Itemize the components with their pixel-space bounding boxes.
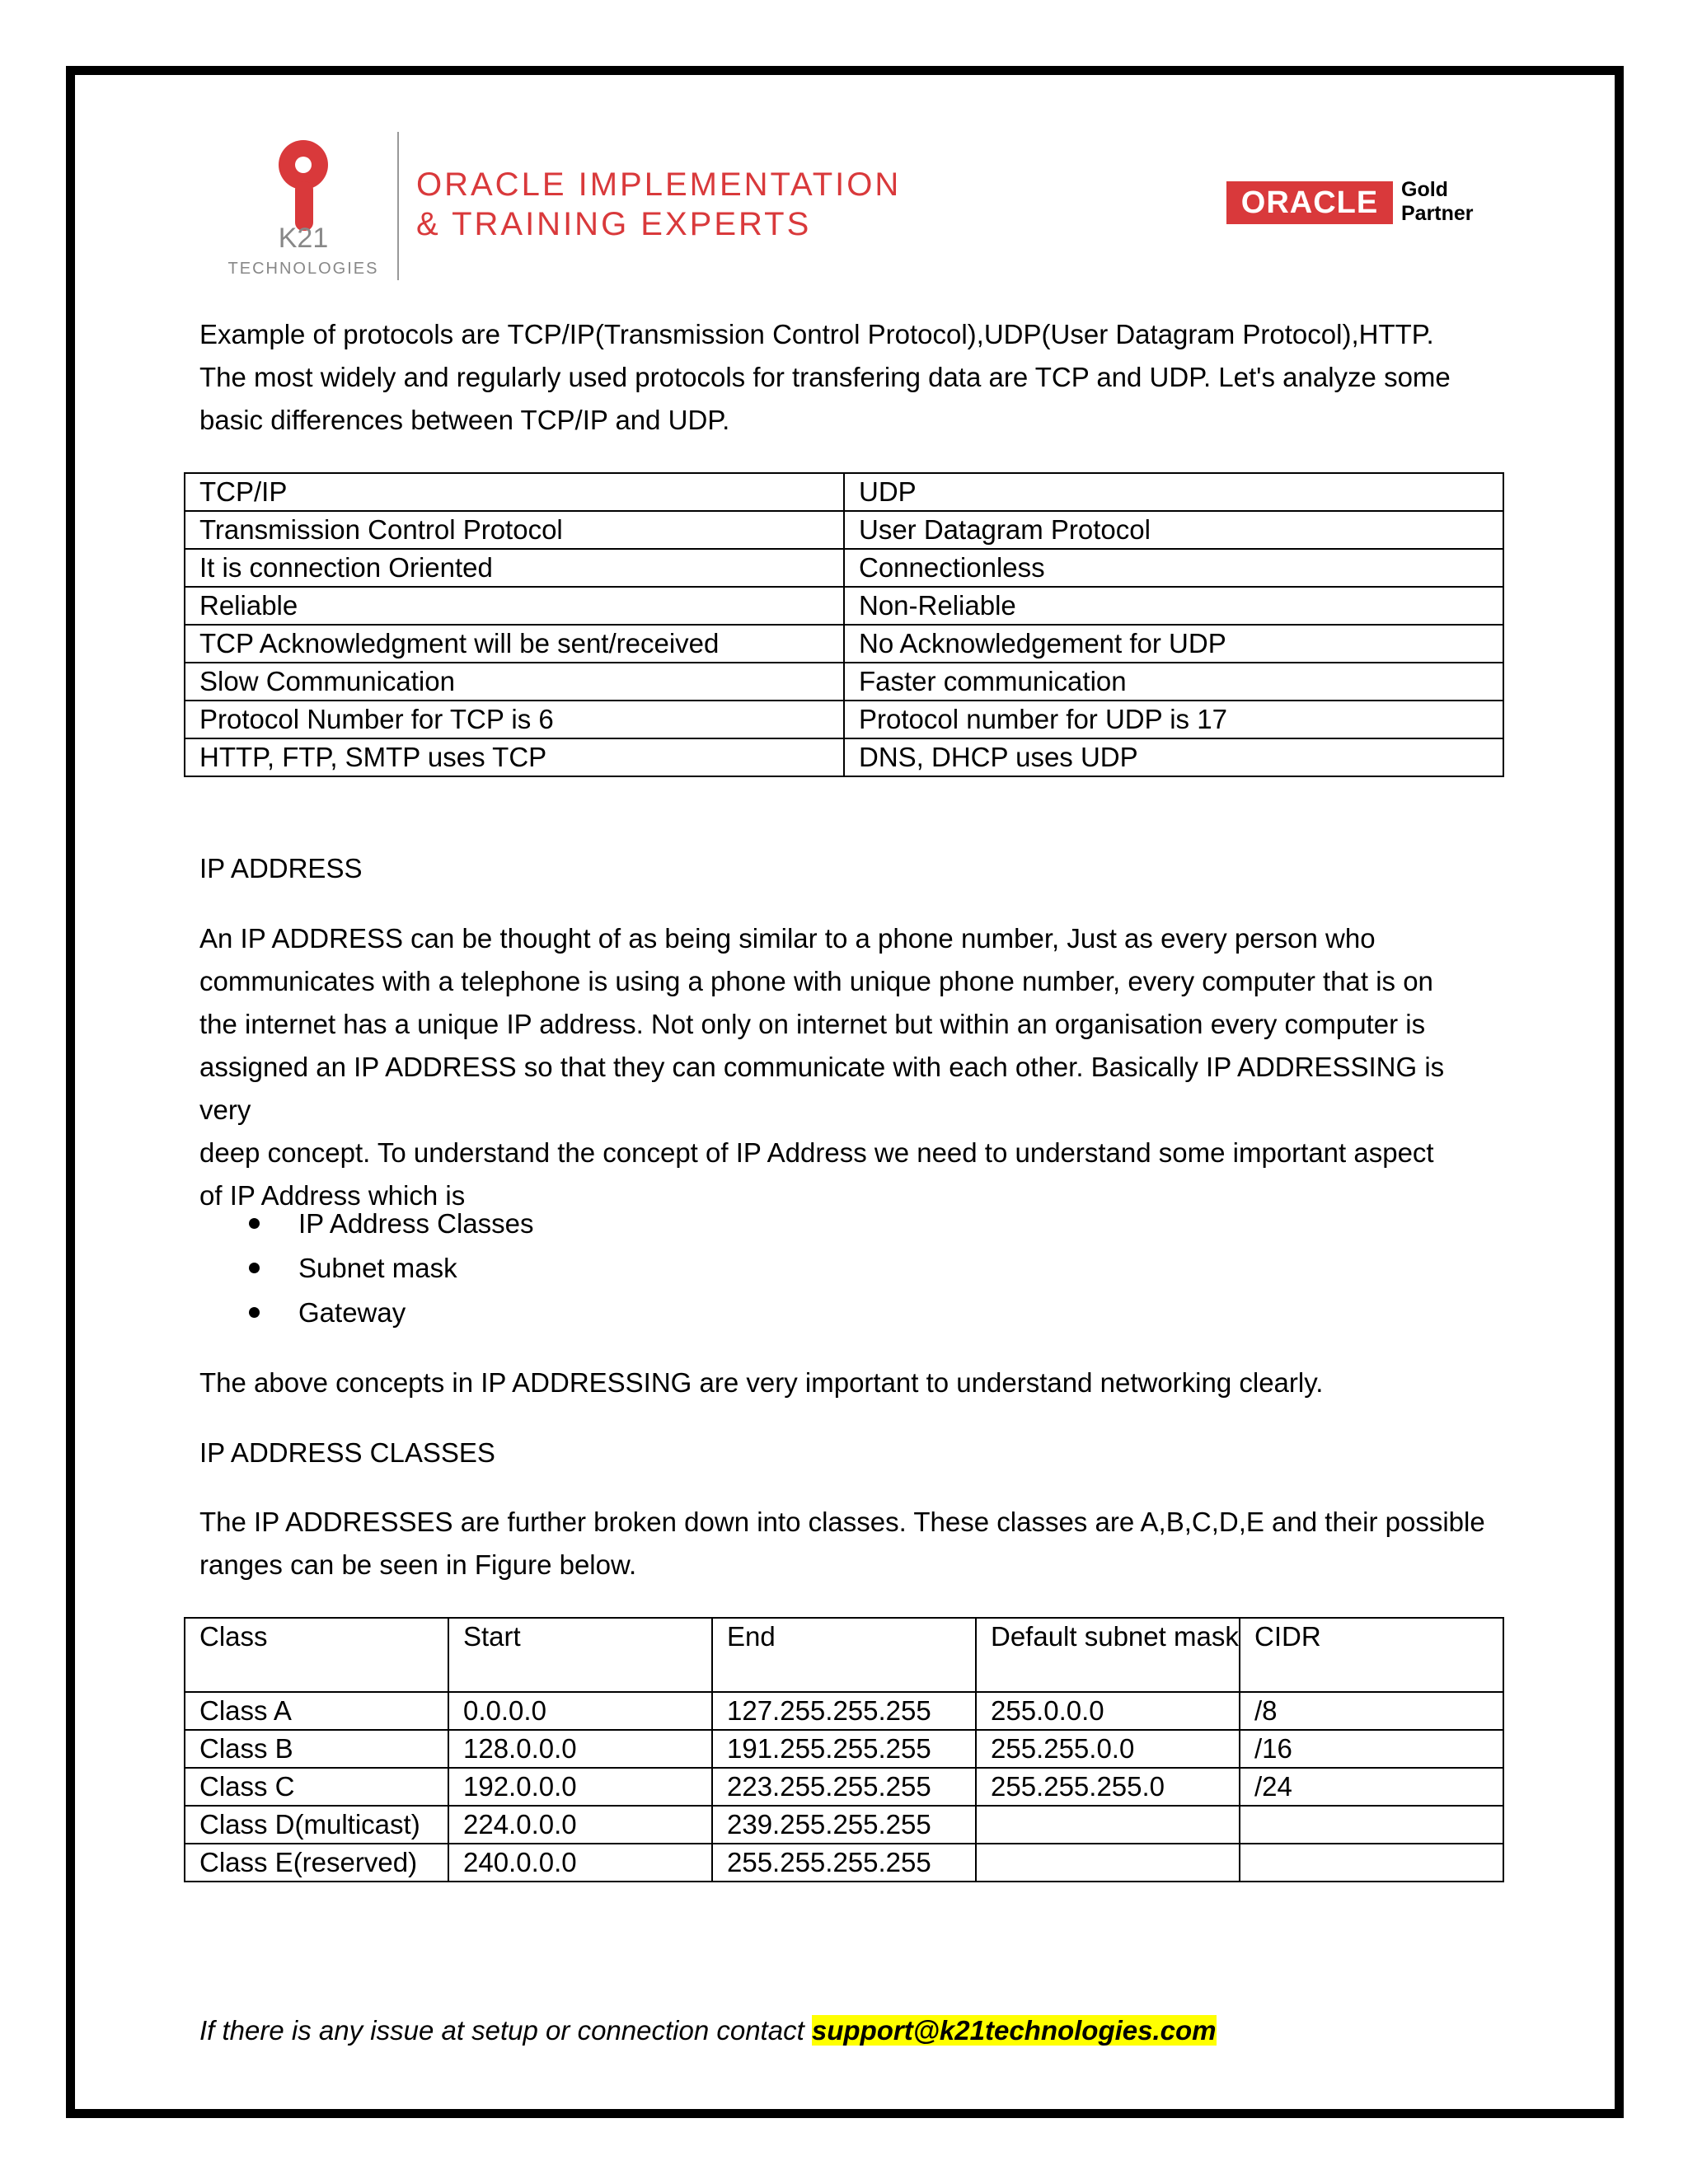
paragraph-line: assigned an IP ADDRESS so that they can communicate with each other. Basically IP ADDRESSING is very xyxy=(199,1052,1445,1125)
table-row xyxy=(185,473,1503,511)
paragraph-line: An IP ADDRESS can be thought of as being similar to a phone number, Just as every person who xyxy=(199,923,1376,954)
table-cell: 224.0.0.0 xyxy=(448,1806,712,1844)
table-header-cell: Class xyxy=(185,1618,448,1692)
list-item xyxy=(199,1291,534,1335)
table-row xyxy=(185,1844,1503,1882)
table-row xyxy=(185,625,1503,663)
tagline-line-2: & TRAINING EXPERTS xyxy=(416,206,812,242)
classes-line: ranges can be seen in Figure below. xyxy=(199,1549,637,1580)
paragraph-line: deep concept. To understand the concept of IP Address we need to understand some important aspect xyxy=(199,1137,1434,1168)
table-cell xyxy=(1240,1844,1503,1882)
table-cell: 255.0.0.0 xyxy=(976,1692,1240,1730)
table-cell: 240.0.0.0 xyxy=(448,1844,712,1882)
table-cell: Protocol Number for TCP is 6 xyxy=(185,701,844,738)
table-cell: 223.255.255.255 xyxy=(712,1768,976,1806)
table-cell: It is connection Oriented xyxy=(185,549,844,587)
table-cell: 255.255.0.0 xyxy=(976,1730,1240,1768)
table-cell: HTTP, FTP, SMTP uses TCP xyxy=(185,738,844,776)
table-cell: Class E(reserved) xyxy=(185,1844,448,1882)
table-cell xyxy=(976,1844,1240,1882)
oracle-badge: ORACLE xyxy=(1226,181,1393,224)
footer-contact xyxy=(199,2009,1217,2052)
table-row xyxy=(185,1806,1503,1844)
table-row xyxy=(185,663,1503,701)
ip-classes-heading: IP ADDRESS CLASSES xyxy=(199,1437,495,1468)
partner-label xyxy=(1401,178,1474,226)
table-cell: /16 xyxy=(1240,1730,1503,1768)
table-row xyxy=(185,1692,1503,1730)
table-header-cell: Start xyxy=(448,1618,712,1692)
table-row xyxy=(185,511,1503,549)
table-header-cell: End xyxy=(712,1618,976,1692)
table-cell xyxy=(1240,1806,1503,1844)
svg-text:TECHNOLOGIES: TECHNOLOGIES xyxy=(227,260,379,278)
support-email-link[interactable]: support@k21technologies.com xyxy=(811,2015,1217,2046)
intro-line: Example of protocols are TCP/IP(Transmission Control Protocol),UDP(User Datagram Protocol),HTTP. xyxy=(199,319,1434,349)
table-row xyxy=(185,701,1503,738)
table-cell: 255.255.255.0 xyxy=(976,1768,1240,1806)
table-cell: Class B xyxy=(185,1730,448,1768)
list-item xyxy=(199,1246,534,1291)
list-item-label: Gateway xyxy=(298,1297,406,1328)
table-cell: User Datagram Protocol xyxy=(844,511,1503,549)
paragraph-line: of IP Address which is xyxy=(199,1180,466,1211)
list-item xyxy=(199,1202,534,1246)
tagline-line-1: ORACLE IMPLEMENTATION xyxy=(416,166,902,203)
table-cell: /24 xyxy=(1240,1768,1503,1806)
bullet-icon xyxy=(249,1218,260,1229)
table-cell: No Acknowledgement for UDP xyxy=(844,625,1503,663)
table-row xyxy=(185,587,1503,625)
header-divider xyxy=(397,132,399,280)
footer-text: If there is any issue at setup or connection contact xyxy=(199,2015,812,2046)
table-row xyxy=(185,549,1503,587)
table-cell: 0.0.0.0 xyxy=(448,1692,712,1730)
table-cell: 127.255.255.255 xyxy=(712,1692,976,1730)
table-cell: Class A xyxy=(185,1692,448,1730)
ip-concepts-list xyxy=(199,1202,534,1335)
intro-paragraph xyxy=(199,313,1502,442)
table-cell: Faster communication xyxy=(844,663,1503,701)
table-cell: Transmission Control Protocol xyxy=(185,511,844,549)
table-row xyxy=(185,1768,1503,1806)
bullet-icon xyxy=(249,1307,260,1318)
table-cell: Class D(multicast) xyxy=(185,1806,448,1844)
ip-summary: The above concepts in IP ADDRESSING are very important to understand networking clearly. xyxy=(199,1367,1324,1398)
bullet-icon xyxy=(249,1263,260,1273)
table-cell: 191.255.255.255 xyxy=(712,1730,976,1768)
table-cell: Slow Communication xyxy=(185,663,844,701)
table-cell xyxy=(976,1806,1240,1844)
paragraph-line: communicates with a telephone is using a phone with unique phone number, every computer that is on xyxy=(199,966,1433,996)
intro-line: basic differences between TCP/IP and UDP. xyxy=(199,405,730,435)
list-item-label: Subnet mask xyxy=(298,1253,457,1283)
intro-line: The most widely and regularly used protocols for transfering data are TCP and UDP. Let's analyze some xyxy=(199,362,1451,392)
table-cell: Non-Reliable xyxy=(844,587,1503,625)
ip-address-paragraph xyxy=(199,917,1502,1217)
table-cell: Class C xyxy=(185,1768,448,1806)
k21-key-icon xyxy=(213,132,394,280)
table-cell: 255.255.255.255 xyxy=(712,1844,976,1882)
list-item-label: IP Address Classes xyxy=(298,1208,534,1239)
table-cell: /8 xyxy=(1240,1692,1503,1730)
table-cell: 239.255.255.255 xyxy=(712,1806,976,1844)
table-header-cell: Default subnet mask xyxy=(976,1618,1240,1692)
header-tagline xyxy=(416,165,901,244)
partner-line-2: Partner xyxy=(1401,202,1474,225)
table-header-cell: CIDR xyxy=(1240,1618,1503,1692)
ip-classes-table xyxy=(184,1617,1504,1882)
ip-address-heading: IP ADDRESS xyxy=(199,853,363,883)
classes-line: The IP ADDRESSES are further broken down into classes. These classes are A,B,C,D,E and their possible xyxy=(199,1507,1485,1537)
table-cell: TCP/IP xyxy=(185,473,844,511)
partner-line-1: Gold xyxy=(1401,178,1448,201)
table-cell: Protocol number for UDP is 17 xyxy=(844,701,1503,738)
ip-classes-paragraph xyxy=(199,1501,1502,1586)
svg-text:K21: K21 xyxy=(278,223,329,254)
table-row xyxy=(185,738,1503,776)
table-cell: 128.0.0.0 xyxy=(448,1730,712,1768)
table-row xyxy=(185,1730,1503,1768)
paragraph-line: the internet has a unique IP address. Not only on internet but within an organisation every computer is xyxy=(199,1009,1426,1039)
k21-logo xyxy=(213,132,394,280)
table-header-row xyxy=(185,1618,1503,1692)
table-cell: UDP xyxy=(844,473,1503,511)
table-cell: DNS, DHCP uses UDP xyxy=(844,738,1503,776)
table-cell: TCP Acknowledgment will be sent/received xyxy=(185,625,844,663)
table-cell: Reliable xyxy=(185,587,844,625)
tcp-udp-comparison-table xyxy=(184,472,1504,777)
table-cell: 192.0.0.0 xyxy=(448,1768,712,1806)
table-cell: Connectionless xyxy=(844,549,1503,587)
